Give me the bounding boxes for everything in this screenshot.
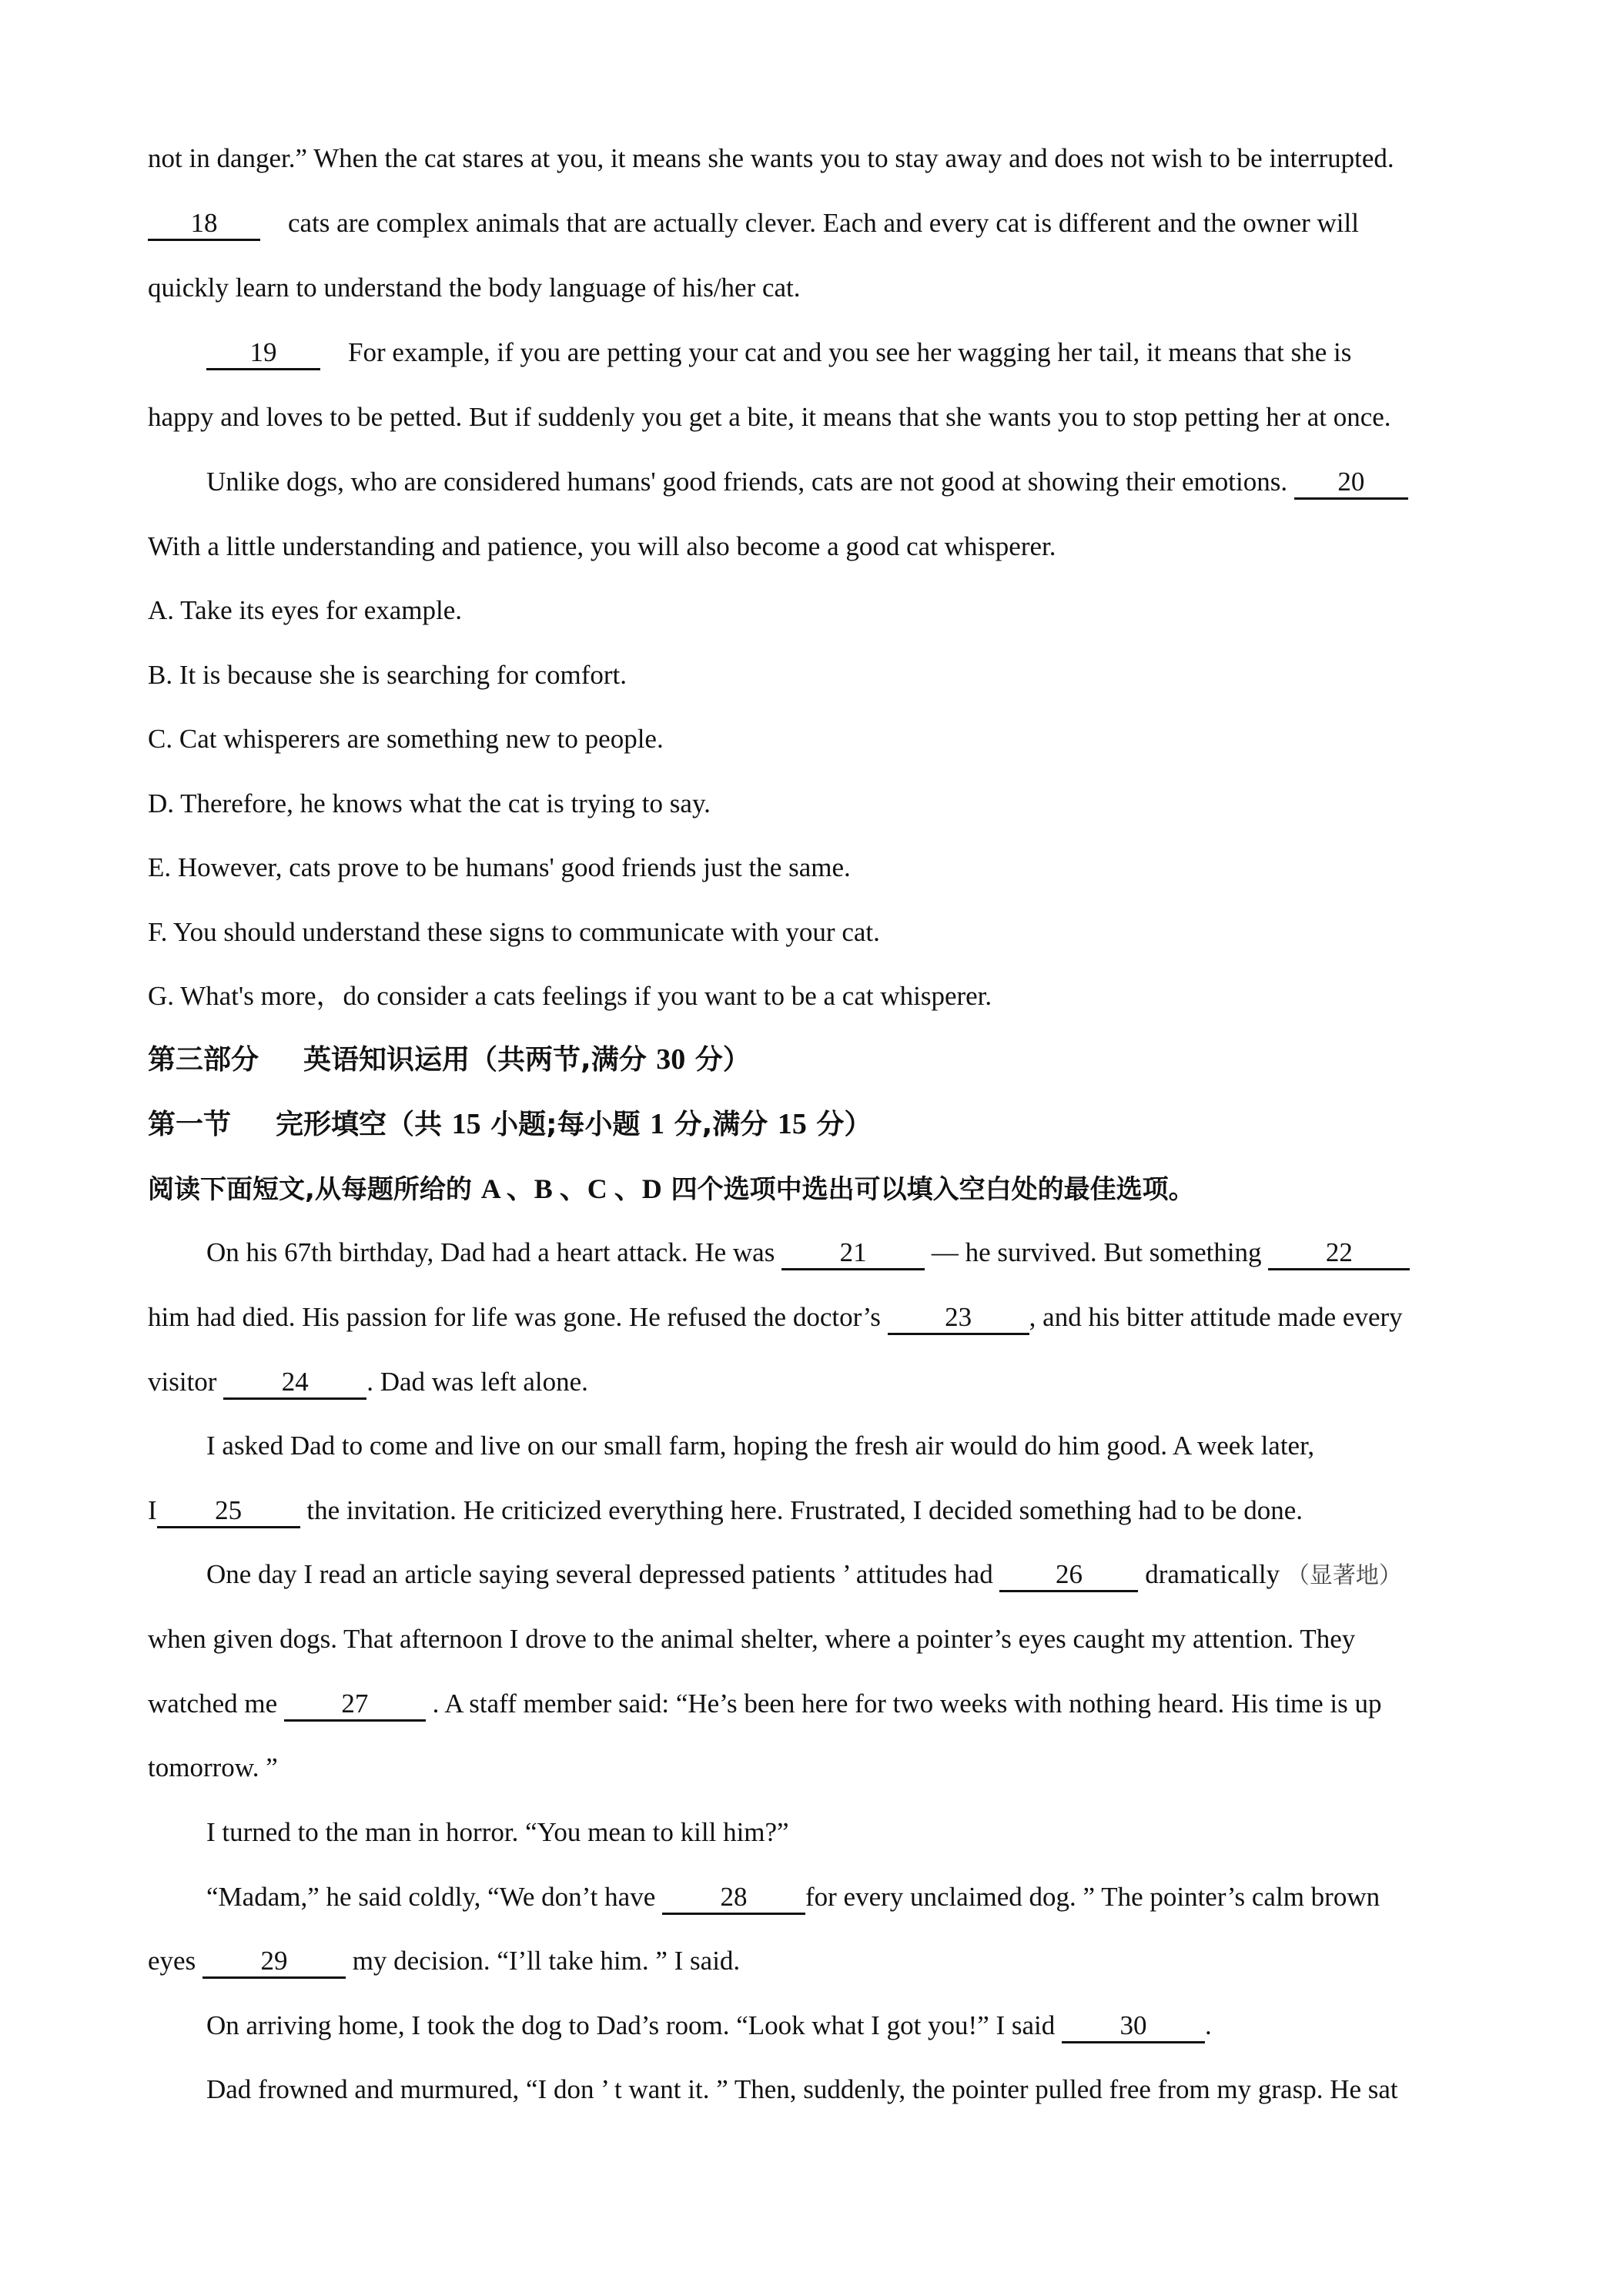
passage2-line bbox=[206, 1427, 1484, 1464]
blank-29[interactable]: 29 bbox=[202, 1946, 346, 1979]
passage2-line bbox=[148, 1364, 1484, 1401]
passage2-line bbox=[206, 1556, 1484, 1595]
heading-text: 英语知识运用（共两节,满分 bbox=[303, 1044, 647, 1076]
heading-text: 分） bbox=[694, 1044, 751, 1076]
text: not in danger.” When the cat stares at you, it means she wants you to stay away and does not wish to be interrupted. bbox=[148, 143, 1394, 173]
text: . A staff member said: “He’s been here for two weeks with nothing heard. His time is up bbox=[432, 1689, 1382, 1719]
text: I asked Dad to come and live on our small farm, hoping the fresh air would do him good. A week later, bbox=[206, 1431, 1315, 1461]
text: for every unclaimed dog. ” The pointer’s calm brown bbox=[805, 1882, 1380, 1912]
option-d: D. Therefore, he knows what the cat is trying to say. bbox=[148, 788, 711, 818]
option-g: G. What's more，do consider a cats feelings if you want to be a cat whisperer. bbox=[148, 981, 992, 1011]
text: quickly learn to understand the body language of his/her cat. bbox=[148, 273, 801, 303]
text: One day I read an article saying several depressed patients ’ attitudes had bbox=[206, 1559, 993, 1589]
passage1-line bbox=[148, 528, 1484, 565]
blank-18[interactable]: 18 bbox=[148, 208, 260, 241]
passage1-line bbox=[206, 464, 1484, 500]
text: eyes bbox=[148, 1946, 196, 1976]
text: . bbox=[1205, 2010, 1212, 2040]
text: For example, if you are petting your cat and you see her wagging her tail, it means that she is bbox=[348, 337, 1352, 367]
text: him had died. His passion for life was gone. He refused the doctor’s bbox=[148, 1302, 881, 1332]
blank-27[interactable]: 27 bbox=[284, 1689, 426, 1722]
blank-28[interactable]: 28 bbox=[662, 1882, 805, 1915]
heading-text: 分,满分 bbox=[674, 1109, 768, 1140]
text: happy and loves to be petted. But if suddenly you get a bite, it means that she wants you to stop petting her at once. bbox=[148, 402, 1391, 432]
blank-20[interactable]: 20 bbox=[1294, 467, 1408, 500]
passage1-line bbox=[148, 205, 1484, 242]
blank-22[interactable]: 22 bbox=[1268, 1237, 1410, 1270]
heading-number: 15 bbox=[777, 1108, 807, 1140]
text: dramatically bbox=[1145, 1559, 1280, 1589]
text: On his 67th birthday, Dad had a heart attack. He was bbox=[206, 1237, 775, 1267]
text: On arriving home, I took the dog to Dad’s room. “Look what I got you!” I said bbox=[206, 2010, 1056, 2040]
heading-number: 1 bbox=[650, 1108, 665, 1140]
passage2-line bbox=[206, 2007, 1484, 2044]
text: I turned to the man in horror. “You mean to kill him?” bbox=[206, 1817, 789, 1847]
passage2-line bbox=[148, 1492, 1484, 1529]
heading-text: 第三部分 bbox=[148, 1044, 259, 1076]
passage1-line bbox=[148, 269, 1484, 306]
blank-21[interactable]: 21 bbox=[781, 1237, 925, 1270]
passage2-line bbox=[148, 1749, 1484, 1786]
heading-text: 四个选项中选出可以填入空白处的最佳选项。 bbox=[671, 1174, 1195, 1205]
text: my decision. “I’ll take him. ” I said. bbox=[352, 1946, 741, 1976]
text: tomorrow. ” bbox=[148, 1752, 278, 1782]
option-f: F. You should understand these signs to communicate with your cat. bbox=[148, 917, 880, 947]
option-e: E. However, cats prove to be humans' good friends just the same. bbox=[148, 852, 851, 882]
passage2-line bbox=[148, 1299, 1484, 1336]
heading-text: 阅读下面短文,从每题所给的 bbox=[148, 1174, 472, 1205]
heading-letters: A 、B 、C 、D bbox=[480, 1173, 662, 1204]
text: , and his bitter attitude made every bbox=[1029, 1302, 1403, 1332]
blank-23[interactable]: 23 bbox=[888, 1302, 1029, 1335]
text: — he survived. But something bbox=[931, 1237, 1262, 1267]
instructions-heading bbox=[148, 1170, 1484, 1208]
blank-26[interactable]: 26 bbox=[999, 1559, 1138, 1592]
blank-30[interactable]: 30 bbox=[1062, 2010, 1205, 2043]
text: . Dad was left alone. bbox=[366, 1367, 588, 1397]
heading-text: 完形填空（共 bbox=[276, 1109, 443, 1140]
text: With a little understanding and patience, you will also become a good cat whisperer. bbox=[148, 531, 1056, 561]
passage1-line bbox=[206, 334, 1484, 371]
text: cats are complex animals that are actually clever. Each and every cat is different and the owner will bbox=[288, 208, 1359, 238]
passage2-line bbox=[206, 1814, 1484, 1851]
passage2-line bbox=[206, 2071, 1484, 2108]
heading-text: 第一节 bbox=[148, 1109, 232, 1140]
passage2-line bbox=[206, 1234, 1484, 1271]
part3-heading bbox=[148, 1041, 1484, 1079]
heading-number: 15 bbox=[451, 1108, 481, 1140]
passage2-line bbox=[148, 1943, 1484, 1980]
passage2-line bbox=[148, 1621, 1484, 1658]
blank-19[interactable]: 19 bbox=[206, 337, 320, 370]
text: I bbox=[148, 1495, 157, 1525]
text: when given dogs. That afternoon I drove to the animal shelter, where a pointer’s eyes caught my attention. They bbox=[148, 1624, 1356, 1654]
text: Unlike dogs, who are considered humans' good friends, cats are not good at showing their emotions. bbox=[206, 467, 1288, 497]
text: the invitation. He criticized everything here. Frustrated, I decided something had to be done. bbox=[306, 1495, 1303, 1525]
text: visitor bbox=[148, 1367, 217, 1397]
gloss-text: （显著地） bbox=[1286, 1562, 1402, 1589]
text: Dad frowned and murmured, “I don ’ t want it. ” Then, suddenly, the pointer pulled free from my grasp. He sat bbox=[206, 2074, 1398, 2104]
passage2-line bbox=[148, 1685, 1484, 1722]
text: watched me bbox=[148, 1689, 278, 1719]
heading-text: 小题;每小题 bbox=[490, 1109, 641, 1140]
text: “Madam,” he said coldly, “We don’t have bbox=[206, 1882, 656, 1912]
blank-24[interactable]: 24 bbox=[223, 1367, 366, 1400]
section1-heading bbox=[148, 1106, 1484, 1143]
passage2-line bbox=[206, 1879, 1484, 1916]
heading-number: 30 bbox=[656, 1043, 686, 1076]
blank-25[interactable]: 25 bbox=[157, 1495, 300, 1528]
heading-text: 分） bbox=[816, 1109, 872, 1140]
option-b: B. It is because she is searching for comfort. bbox=[148, 660, 627, 690]
passage1-line bbox=[148, 399, 1484, 436]
option-a: A. Take its eyes for example. bbox=[148, 595, 463, 625]
option-c: C. Cat whisperers are something new to people. bbox=[148, 724, 664, 754]
passage1-line bbox=[148, 140, 1484, 177]
